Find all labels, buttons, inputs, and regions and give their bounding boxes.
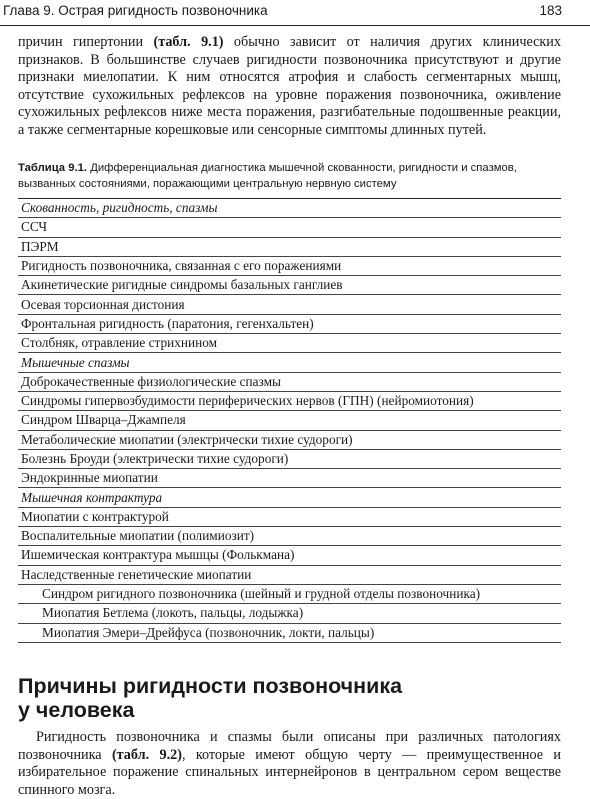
table-subitem-row bbox=[18, 623, 561, 642]
table-row bbox=[18, 565, 561, 584]
table-cell: Мышечная контрактура bbox=[18, 488, 561, 507]
table-row bbox=[18, 218, 561, 237]
paragraph-text: обычно зависит от наличия других клинических признаков. В большинстве случаев ригидности позвоночника присутствуют и другие признаки миелопатии. К ним относятся атрофия и слабость сегментарных мышц, отсутствие сухожильных рефлексов на уровне поражения позвоночника, оживление сухожильных рефлексов ниже места поражения, разгибательные подошвенные реакции, а также сегментарные корешковые или сенсорные симптомы длинных путей. bbox=[18, 34, 561, 138]
section-heading bbox=[18, 674, 568, 722]
table-subitem-row bbox=[18, 584, 561, 603]
table-cell: ССЧ bbox=[18, 218, 561, 237]
table-row bbox=[18, 276, 561, 295]
table-caption-label: Таблица 9.1. bbox=[18, 162, 88, 174]
differential-diagnosis-table bbox=[18, 198, 561, 643]
table-cell: Акинетические ригидные синдромы базальных ганглиев bbox=[18, 276, 561, 295]
table-cell: Эндокринные миопатии bbox=[18, 469, 561, 488]
paragraph-text: Ригидность позвоночника и спазмы были описаны при различных патологиях позвоночника bbox=[18, 729, 561, 763]
table-row bbox=[18, 295, 561, 314]
table-row bbox=[18, 314, 561, 333]
paragraph-text: причин гипертонии bbox=[18, 34, 154, 50]
table-cell: Синдромы гипервозбудимости периферических нервов (ГПН) (нейромиотония) bbox=[18, 391, 561, 410]
table-row bbox=[18, 430, 561, 449]
table-cell: Мышечные спазмы bbox=[18, 353, 561, 372]
table-cell: Метаболические миопатии (электрически тихие судороги) bbox=[18, 430, 561, 449]
table-row bbox=[18, 527, 561, 546]
table-cell: Наследственные генетические миопатии bbox=[18, 565, 561, 584]
table-cell: ПЭРМ bbox=[18, 237, 561, 256]
body-paragraph-1 bbox=[18, 34, 561, 140]
table-row bbox=[18, 546, 561, 565]
page-number: 183 bbox=[539, 3, 562, 18]
table-category-row bbox=[18, 199, 561, 218]
table-reference: (табл. 9.1) bbox=[153, 34, 224, 50]
table-row bbox=[18, 237, 561, 256]
table-row bbox=[18, 469, 561, 488]
table-cell: Болезнь Броуди (электрически тихие судороги) bbox=[18, 449, 561, 468]
table-caption-text: Дифференциальная диагностика мышечной скованности, ригидности и спазмов, вызванных состояниями, поражающими центральную нервную систему bbox=[18, 162, 517, 190]
section-heading-line-1: Причины ригидности позвоночника bbox=[18, 674, 403, 698]
paragraph-text: , которые имеют общую черту — преимущественное и избирательное поражение спинальных интернейронов в центральном сером веществе спинного мозга. bbox=[18, 746, 561, 798]
table-cell: Осевая торсионная дистония bbox=[18, 295, 561, 314]
running-head bbox=[0, 0, 590, 26]
table-cell: Ригидность позвоночника, связанная с его поражениями bbox=[18, 256, 561, 275]
table-subitem-row bbox=[18, 604, 561, 623]
table-row bbox=[18, 256, 561, 275]
table-category-row bbox=[18, 488, 561, 507]
chapter-title: Глава 9. Острая ригидность позвоночника bbox=[3, 3, 268, 18]
table-cell: Синдром ригидного позвоночника (шейный и грудной отделы позвоночника) bbox=[18, 584, 561, 603]
table-row bbox=[18, 449, 561, 468]
table-body bbox=[18, 199, 561, 643]
table-cell: Ишемическая контрактура мышцы (Фолькмана) bbox=[18, 546, 561, 565]
table-row bbox=[18, 411, 561, 430]
table-row bbox=[18, 372, 561, 391]
table-reference: (табл. 9.2) bbox=[111, 746, 182, 763]
table-cell: Столбняк, отравление стрихнином bbox=[18, 334, 561, 353]
header-rule bbox=[0, 25, 590, 26]
table-cell: Миопатии с контрактурой bbox=[18, 507, 561, 526]
table-cell: Миопатия Эмери–Дрейфуса (позвоночник, локти, пальцы) bbox=[18, 623, 561, 642]
table-cell: Миопатия Бетлема (локоть, пальцы, лодыжка) bbox=[18, 604, 561, 623]
table-row bbox=[18, 507, 561, 526]
table-category-row bbox=[18, 353, 561, 372]
table-caption bbox=[18, 160, 563, 192]
table-cell: Синдром Шварца–Джампеля bbox=[18, 411, 561, 430]
table-row bbox=[18, 334, 561, 353]
table-cell: Воспалительные миопатии (полимиозит) bbox=[18, 527, 561, 546]
table-row bbox=[18, 391, 561, 410]
table-cell: Фронтальная ригидность (паратония, гегенхальтен) bbox=[18, 314, 561, 333]
section-heading-line-2: у человека bbox=[18, 698, 135, 722]
table-cell: Скованность, ригидность, спазмы bbox=[18, 199, 561, 218]
body-paragraph-2 bbox=[18, 729, 561, 799]
table-cell: Доброкачественные физиологические спазмы bbox=[18, 372, 561, 391]
